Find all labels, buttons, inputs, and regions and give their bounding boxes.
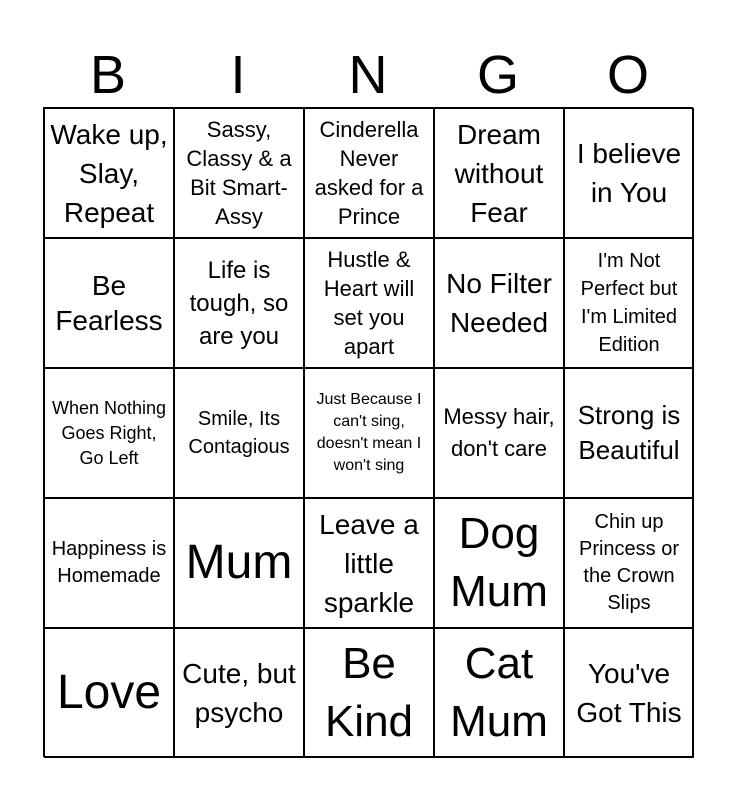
bingo-cell[interactable]: Love [44,628,174,758]
header-letter-g: G [476,45,519,105]
bingo-cell[interactable]: Chin up Princess or the Crown Slips [564,498,694,628]
bingo-cell[interactable]: Mum [174,498,304,628]
bingo-cell[interactable]: You've Got This [564,628,694,758]
header-letter-o: O [606,45,649,105]
bingo-cell[interactable]: I'm Not Perfect but I'm Limited Edition [564,238,694,368]
bingo-cell[interactable]: Smile, Its Contagious [174,368,304,498]
bingo-cell[interactable]: Cat Mum [434,628,564,758]
bingo-cell[interactable]: Wake up, Slay, Repeat [44,108,174,238]
bingo-cell[interactable]: Sassy, Classy & a Bit Smart-Assy [174,108,304,238]
bingo-cell[interactable]: Dog Mum [434,498,564,628]
bingo-cell[interactable]: Hustle & Heart will set you apart [304,238,434,368]
bingo-cell[interactable]: I believe in You [564,108,694,238]
bingo-cell[interactable]: Leave a little sparkle [304,498,434,628]
bingo-cell[interactable]: Dream without Fear [434,108,564,238]
bingo-cell[interactable]: Be Kind [304,628,434,758]
bingo-cell[interactable]: Be Fearless [44,238,174,368]
bingo-board [43,107,693,757]
bingo-cell[interactable]: No Filter Needed [434,238,564,368]
bingo-cell[interactable]: Messy hair, don't care [434,368,564,498]
bingo-cell[interactable]: Cinderella Never asked for a Prince [304,108,434,238]
bingo-cell[interactable]: Cute, but psycho [174,628,304,758]
header-letter-i: I [230,45,246,105]
bingo-cell[interactable]: Happiness is Homemade [44,498,174,628]
bingo-cell[interactable]: Strong is Beautiful [564,368,694,498]
bingo-cell[interactable]: When Nothing Goes Right, Go Left [44,368,174,498]
bingo-header [43,42,693,108]
header-letter-b: B [89,45,127,105]
header-letter-n: N [348,45,388,105]
bingo-cell[interactable]: Just Because I can't sing, doesn't mean I won't sing [304,368,434,498]
bingo-cell[interactable]: Life is tough, so are you [174,238,304,368]
